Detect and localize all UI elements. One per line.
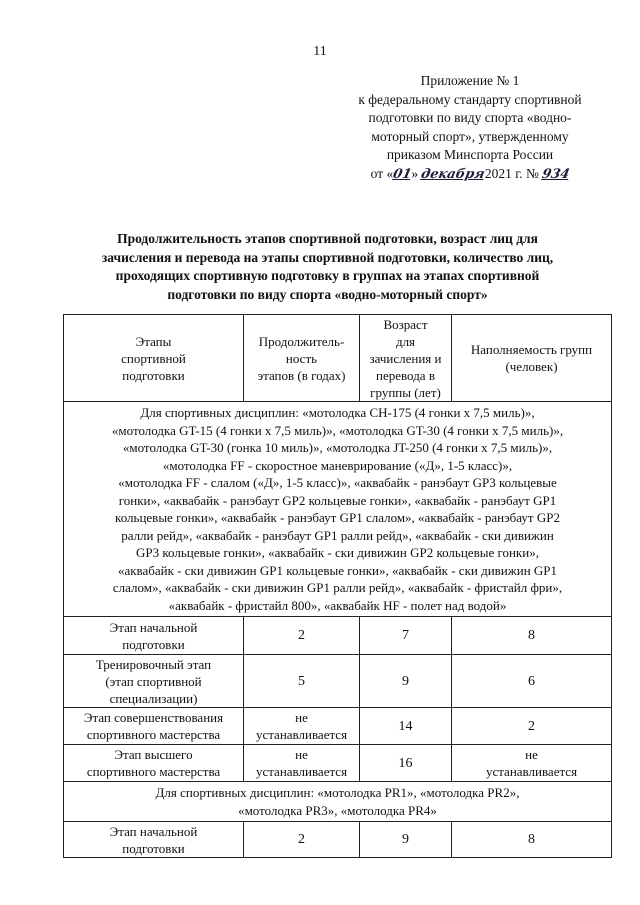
stage-line: Этап высшего — [114, 747, 193, 762]
stage-cell — [64, 822, 244, 858]
stage-cell — [64, 617, 244, 655]
header-line: Этапы — [135, 333, 172, 349]
section-disciplines-row — [64, 402, 612, 617]
fill-value: устанавливается — [485, 764, 578, 779]
title-line: зачисления и перевода на этапы спортивной подготовки, количество лиц, — [101, 249, 554, 265]
discipline-line: кольцевые гонки», «аквабайк - ранэбаут GP1 слалом», «аквабайк - ранэбаут GP2 — [115, 510, 560, 525]
title-line: проходящих спортивную подготовку в группах на этапах спортивной — [115, 268, 540, 283]
duration-value: не — [295, 747, 308, 762]
stage-cell — [64, 708, 244, 745]
duration-value: устанавливается — [255, 727, 348, 742]
date-day-handwritten: 01 — [391, 166, 414, 182]
age-cell: 16 — [360, 745, 452, 782]
header-line: зачисления и — [369, 350, 442, 366]
stage-line: подготовки — [122, 840, 185, 856]
stage-line: Этап совершенствования — [83, 710, 224, 725]
discipline-line: слалом», «аквабайк - ски дивижин GP1 ралли рейд», «аквабайк - фристайл фри», — [112, 580, 563, 595]
stage-line: подготовки — [122, 636, 185, 652]
table-row — [64, 745, 612, 782]
duration-cell — [244, 822, 360, 858]
fill-cell — [452, 617, 612, 655]
fill-value: 8 — [528, 832, 535, 847]
appendix-line: моторный спорт», утвержденному — [371, 128, 569, 144]
header-duration — [244, 315, 360, 402]
stage-cell — [64, 655, 244, 708]
discipline-line: «мотолодка PR3», «мотолодка PR4» — [238, 802, 437, 818]
date-mid: » — [411, 165, 419, 181]
header-age — [360, 315, 452, 402]
appendix-line: подготовки по виду спорта «водно- — [368, 110, 572, 125]
appendix-line: приказом Минспорта России — [386, 147, 554, 162]
duration-value: не — [295, 710, 308, 725]
appendix-line: Приложение № 1 — [420, 73, 520, 88]
header-fill — [452, 315, 612, 402]
page-number: 11 — [313, 44, 327, 59]
discipline-line: Для спортивных дисциплин: «мотолодка PR1», «мотолодка PR2», — [155, 785, 520, 800]
header-line: этапов (в годах) — [257, 367, 346, 383]
discipline-line: «аквабайк - фристайл 800», «аквабайк HF - полет над водой» — [168, 597, 507, 613]
stage-line: спортивного мастерства — [86, 727, 221, 742]
section1-disciplines — [64, 402, 612, 617]
header-line: Возраст — [383, 316, 428, 332]
discipline-line: «мотолодка GT-15 (4 гонки х 7,5 миль)», «мотолодка GT-30 (4 гонки х 7,5 миль)», — [111, 422, 564, 438]
stage-cell — [64, 745, 244, 782]
duration-cell — [244, 745, 360, 782]
stage-line: Этап начальной — [109, 823, 198, 839]
discipline-line: GP3 кольцевые гонки», «аквабайк - ски дивижин GP2 кольцевые гонки», — [136, 545, 539, 560]
fill-value: 6 — [528, 673, 535, 689]
document-title — [70, 230, 585, 304]
discipline-line: «мотолодка GT-30 (гонка 10 миль)», «мотолодка JT-250 (4 гонки х 7,5 миль)», — [122, 440, 553, 455]
duration-cell — [244, 617, 360, 655]
training-stages-table — [63, 314, 612, 858]
section-disciplines-row — [64, 782, 612, 822]
table-row — [64, 617, 612, 655]
fill-cell — [452, 708, 612, 745]
header-line: для — [395, 333, 416, 349]
duration-value: 5 — [298, 673, 305, 689]
header-line: перевода в — [376, 367, 435, 383]
table-header-row — [64, 315, 612, 402]
fill-value: 2 — [528, 718, 535, 734]
discipline-line: ралли рейд», «аквабайк - ранэбаут GP1 ралли рейд», «аквабайк - ски дивижин — [121, 527, 554, 543]
date-year: 2021 г. № — [484, 165, 539, 181]
stage-line: спортивного мастерства — [86, 764, 221, 779]
table-row — [64, 708, 612, 745]
section2-disciplines — [64, 782, 612, 822]
discipline-line: Для спортивных дисциплин: «мотолодка СН-175 (4 гонки х 7,5 миль)», — [140, 405, 535, 420]
stage-line: специализации) — [109, 690, 198, 706]
table-row — [64, 655, 612, 708]
date-month-handwritten: декабря — [420, 166, 487, 182]
header-line: (человек) — [505, 359, 558, 374]
stage-line: Тренировочный этап — [95, 656, 212, 672]
stage-line: Этап начальной — [109, 619, 198, 635]
fill-value: 8 — [528, 628, 535, 643]
duration-cell — [244, 655, 360, 708]
fill-value: не — [525, 747, 538, 762]
order-number-handwritten: 934 — [540, 166, 572, 182]
fill-cell — [452, 655, 612, 708]
age-cell: 9 — [360, 822, 452, 858]
discipline-line: «аквабайк - ски дивижин GP1 кольцевые гонки», «аквабайк - ски дивижин GP1 — [117, 562, 558, 578]
title-line: подготовки по виду спорта «водно-моторный спорт» — [167, 286, 488, 302]
duration-cell — [244, 708, 360, 745]
discipline-line: гонки», «аквабайк - ранэбаут GP2 кольцевые гонки», «аквабайк - ранэбаут GP1 — [118, 492, 557, 508]
fill-cell — [452, 745, 612, 782]
age-cell: 9 — [360, 655, 452, 708]
header-line: спортивной — [121, 350, 186, 366]
duration-value: 2 — [298, 832, 305, 847]
fill-cell — [452, 822, 612, 858]
header-line: подготовки — [122, 367, 185, 383]
header-line: ность — [285, 350, 318, 366]
stage-line: (этап спортивной — [105, 673, 202, 689]
duration-value: 2 — [298, 628, 305, 643]
header-line: группы (лет) — [370, 384, 441, 400]
header-line: Продолжитель- — [258, 333, 345, 349]
discipline-line: «мотолодка FF - слалом («Д», 1-5 класс)», «аквабайк - ранэбаут GP3 кольцевые — [118, 475, 557, 490]
discipline-line: «мотолодка FF - скоростное маневрирование («Д», 1-5 класс)», — [162, 457, 513, 473]
header-line: Наполняемость групп — [470, 342, 593, 357]
date-prefix: от « — [370, 165, 394, 181]
age-cell: 7 — [360, 617, 452, 655]
order-date-line — [330, 165, 610, 185]
table-row — [64, 822, 612, 858]
appendix-line: к федеральному стандарту спортивной — [358, 91, 582, 107]
header-stages — [64, 315, 244, 402]
appendix-block — [330, 72, 610, 184]
title-line: Продолжительность этапов спортивной подготовки, возраст лиц для — [117, 231, 538, 246]
duration-value: устанавливается — [255, 764, 348, 779]
age-cell: 14 — [360, 708, 452, 745]
